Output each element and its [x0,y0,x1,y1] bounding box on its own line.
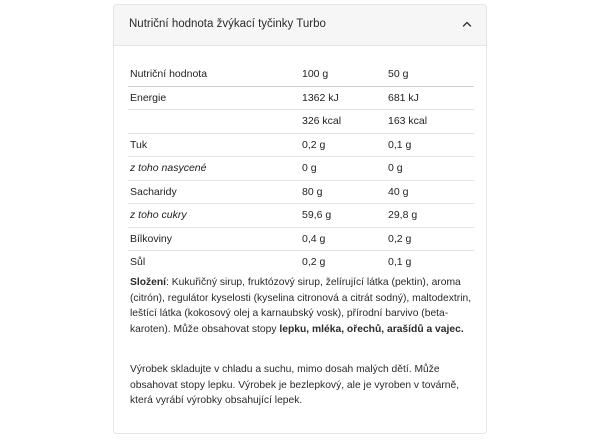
composition-body: : Kukuřičný sirup, fruktózový sirup, želírující látka (pektin), aroma (citrón), regulátor kyselosti (kyselina citronová a citrát sodný), maltodextrin, leštící látka (kokosový olej a karnaubský vosk), přírodní barvivo (beta-karoten). Může obsahovat stopy [130,277,472,335]
value-100g: 0,2 g [302,256,326,269]
nutrition-table [128,63,474,274]
nutrition-accordion [113,4,487,434]
accordion-header[interactable] [114,5,486,46]
chevron-up-icon[interactable] [461,18,473,30]
value-50g: 0,2 g [388,227,474,251]
value-50g: 681 kJ [388,86,474,110]
table-row [128,204,474,228]
nutrient-name: z toho cukry [128,204,302,228]
table-row [128,251,474,274]
composition-text [130,275,475,337]
value-50g: 40 g [388,180,474,204]
value-100g: 80 g [302,180,388,204]
value-100g: 1362 kJ [302,86,388,110]
value-50g: 29,8 g [388,204,474,228]
header-50g: 50 g [388,63,474,86]
value-100g: 0,2 g [302,133,388,157]
nutrient-name: Sůl [130,256,146,269]
value-50g: 163 kcal [388,110,474,134]
allergens-text: lepku, mléka, ořechů, arašídů a vajec. [279,323,464,335]
nutrient-name: Bílkoviny [128,227,302,251]
value-50g: 0 g [388,157,474,181]
table-row [128,133,474,157]
value-100g: 0,4 g [302,227,388,251]
value-100g: 59,6 g [302,204,388,228]
table-row [128,86,474,110]
nutrient-name: Sacharidy [128,180,302,204]
storage-text: Výrobek skladujte v chladu a suchu, mimo dosah malých dětí. Může obsahovat stopy lepku. Výrobek je bezlepkový, ale je vyroben v továrně, která vyrábí výrobky obsahující lepek. [130,364,460,406]
accordion-title: Nutriční hodnota žvýkací tyčinky Turbo [129,18,326,30]
value-50g: 0,1 g [388,256,412,269]
table-row [128,227,474,251]
composition-label: Složení [130,277,167,288]
table-header-row [128,63,474,86]
nutrient-name: Energie [128,86,302,110]
nutrient-name [128,110,302,134]
nutrient-name: z toho nasycené [128,157,302,181]
table-row [128,180,474,204]
value-50g: 0,1 g [388,133,474,157]
value-100g: 326 kcal [302,110,388,134]
value-100g: 0 g [302,157,388,181]
table-row [128,110,474,134]
header-nutrient: Nutriční hodnota [128,63,302,86]
nutrient-name: Tuk [128,133,302,157]
table-row [128,157,474,181]
header-100g: 100 g [302,63,388,86]
